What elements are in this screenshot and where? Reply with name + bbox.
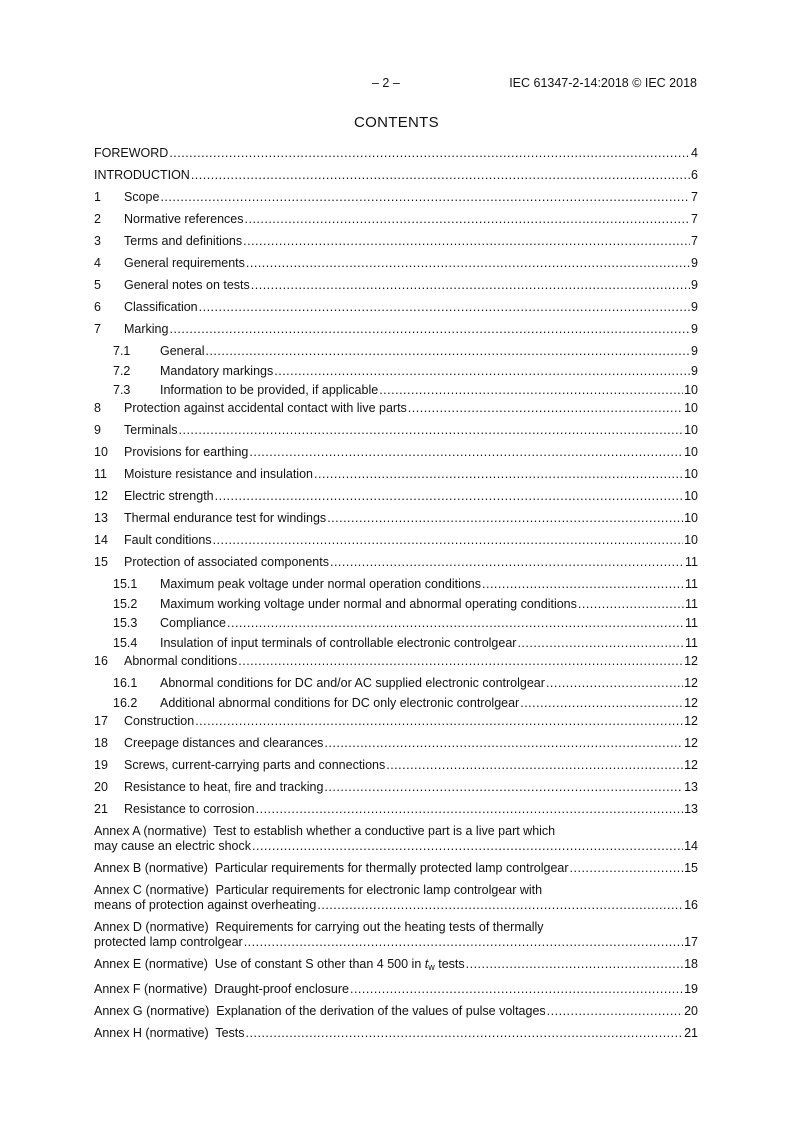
toc-entry-annex-g[interactable]	[94, 1004, 698, 1019]
leader-dots	[517, 636, 684, 651]
section-number: 4	[94, 256, 101, 270]
leader-dots	[238, 654, 683, 669]
annex-prefix: Annex E (normative)	[94, 956, 208, 971]
leader-dots	[256, 802, 683, 817]
leader-dots	[379, 383, 683, 398]
page-ref: 21	[684, 1025, 698, 1040]
leader-dots	[350, 982, 683, 997]
page-ref: 10	[684, 533, 698, 548]
leader-dots	[274, 364, 690, 379]
section-number: 7.2	[113, 363, 131, 378]
toc-entry-annex-d[interactable]	[94, 920, 698, 950]
toc-entry-annex-f[interactable]	[94, 982, 698, 997]
annex-prefix: Annex B (normative)	[94, 860, 208, 875]
leader-dots	[199, 300, 690, 315]
annex-title-line2: protected lamp controlgear	[94, 934, 243, 949]
section-title: INTRODUCTION	[94, 168, 190, 182]
annex-prefix: Annex A (normative)	[94, 823, 207, 838]
annex-prefix: Annex F (normative)	[94, 981, 208, 996]
section-title: Terminals	[124, 423, 178, 438]
leader-dots	[179, 423, 684, 438]
page-ref: 10	[684, 445, 698, 460]
leader-dots	[243, 234, 690, 249]
section-number: 12	[94, 489, 108, 504]
annex-title: Particular requirements for thermally protected lamp controlgear	[214, 860, 569, 875]
page-ref: 18	[684, 956, 698, 971]
toc-entry-annex-c[interactable]	[94, 883, 698, 913]
annex-title-line2: may cause an electric shock	[94, 838, 252, 853]
leader-dots	[160, 190, 690, 205]
toc-entry-annex-b[interactable]	[94, 861, 698, 876]
page-ref: 9	[691, 322, 698, 336]
leader-dots	[546, 676, 683, 691]
annex-prefix: Annex G (normative)	[94, 1003, 210, 1018]
annex-prefix: Annex D (normative)	[94, 919, 209, 934]
toc-entry[interactable]	[94, 467, 698, 482]
page-ref: 11	[685, 616, 698, 631]
annex-prefix: Annex H (normative)	[94, 1025, 209, 1040]
section-number: 5	[94, 278, 101, 292]
page-ref: 14	[684, 838, 698, 853]
page-ref: 11	[685, 555, 698, 570]
toc-entry[interactable]	[94, 401, 698, 416]
leader-dots	[317, 898, 683, 913]
leader-dots	[547, 1004, 683, 1019]
section-number: 8	[94, 401, 101, 416]
section-title: Classification	[124, 300, 198, 314]
page-ref: 10	[684, 401, 698, 416]
page-ref: 9	[691, 256, 698, 270]
section-title: Thermal endurance test for windings	[124, 511, 327, 526]
leader-dots	[578, 597, 684, 612]
leader-dots	[249, 445, 683, 460]
table-of-contents	[94, 146, 698, 1048]
page-ref: 10	[684, 489, 698, 504]
toc-entry[interactable]	[94, 533, 698, 548]
section-number: 15.4	[113, 635, 138, 650]
toc-entry[interactable]	[94, 597, 698, 612]
page-ref: 20	[684, 1003, 698, 1018]
leader-dots	[520, 696, 683, 711]
page-ref: 7	[691, 190, 698, 204]
leader-dots	[252, 839, 683, 854]
toc-entry[interactable]	[94, 511, 698, 526]
page-ref: 10	[684, 467, 698, 482]
section-number: 7	[94, 322, 101, 336]
page-number: – 2 –	[372, 76, 400, 90]
annex-title-line1: Particular requirements for electronic lamp controlgear with	[215, 882, 543, 897]
page-ref: 10	[684, 383, 698, 398]
section-number: 11	[94, 467, 107, 482]
section-title: Resistance to corrosion	[124, 801, 255, 816]
toc-entry[interactable]	[94, 423, 698, 438]
leader-dots	[205, 344, 690, 359]
section-title: Additional abnormal conditions for DC only electronic controlgear	[160, 695, 520, 710]
leader-dots	[215, 489, 683, 504]
section-number: 6	[94, 300, 101, 314]
toc-entry-annex-e[interactable]	[94, 957, 698, 975]
page-ref: 9	[691, 363, 698, 378]
leader-dots	[251, 278, 690, 293]
section-title: FOREWORD	[94, 146, 169, 160]
annex-title: Use of constant S other than 4 500 in	[214, 956, 422, 971]
page-ref: 7	[691, 234, 698, 248]
page-ref: 17	[684, 934, 698, 949]
toc-entry[interactable]	[94, 489, 698, 504]
page-title: CONTENTS	[354, 114, 439, 131]
section-number: 16	[94, 653, 108, 668]
toc-entry[interactable]	[94, 636, 698, 651]
page-ref: 4	[691, 146, 698, 160]
page-ref: 19	[684, 981, 698, 996]
t-subscript: w	[428, 961, 435, 972]
annex-title: Explanation of the derivation of the values of pulse voltages	[216, 1003, 546, 1018]
section-number: 20	[94, 779, 108, 794]
toc-entry[interactable]	[94, 234, 698, 249]
page-ref: 12	[684, 735, 698, 750]
page-ref: 12	[684, 757, 698, 772]
toc-entry[interactable]	[94, 300, 698, 315]
leader-dots	[169, 146, 690, 161]
section-title: Electric strength	[124, 489, 214, 504]
section-title: Scope	[124, 190, 160, 204]
toc-entry[interactable]	[94, 344, 698, 359]
annex-prefix: Annex C (normative)	[94, 882, 209, 897]
page-ref: 10	[684, 511, 698, 526]
section-number: 7.1	[113, 344, 131, 358]
section-title: Creepage distances and clearances	[124, 735, 324, 750]
section-title: Screws, current-carrying parts and connections	[124, 757, 386, 772]
leader-dots	[246, 1026, 684, 1041]
section-title: Maximum working voltage under normal and abnormal operating conditions	[160, 596, 577, 611]
section-number: 15.3	[113, 616, 138, 631]
section-title: General	[160, 344, 205, 358]
leader-dots	[244, 935, 683, 950]
section-number: 15	[94, 555, 108, 570]
leader-dots	[482, 577, 684, 592]
section-title: Normative references	[124, 212, 244, 226]
section-number: 1	[94, 190, 101, 204]
annex-title-line1: Test to establish whether a conductive part is a live part which	[213, 823, 556, 838]
toc-entry-annex-h[interactable]	[94, 1026, 698, 1041]
leader-dots	[169, 322, 690, 337]
page-ref: 9	[691, 300, 698, 314]
section-title: Protection against accidental contact with live parts	[124, 401, 407, 416]
section-number: 7.3	[113, 383, 131, 398]
leader-dots	[245, 212, 691, 227]
page-ref: 11	[685, 635, 698, 650]
section-title: Marking	[124, 322, 169, 336]
page-header	[0, 76, 793, 92]
section-number: 3	[94, 234, 101, 248]
section-title: Insulation of input terminals of controllable electronic controlgear	[160, 635, 517, 650]
toc-entry[interactable]	[94, 696, 698, 711]
section-title: Terms and definitions	[124, 234, 243, 248]
toc-entry[interactable]	[94, 616, 698, 631]
section-number: 13	[94, 511, 108, 526]
annex-title: Tests	[215, 1025, 245, 1040]
leader-dots	[246, 256, 690, 271]
page-ref: 13	[684, 801, 698, 816]
section-number: 17	[94, 713, 108, 728]
section-title: Abnormal conditions for DC and/or AC supplied electronic controlgear	[160, 675, 545, 690]
toc-entry[interactable]	[94, 190, 698, 205]
section-number: 18	[94, 735, 108, 750]
section-number: 19	[94, 757, 108, 772]
leader-dots	[191, 168, 690, 183]
toc-entry[interactable]	[94, 802, 698, 817]
toc-entry[interactable]	[94, 383, 698, 398]
leader-dots	[324, 780, 683, 795]
toc-entry[interactable]	[94, 364, 698, 379]
page-ref: 16	[684, 897, 698, 912]
page-ref: 9	[691, 278, 698, 292]
section-number: 2	[94, 212, 101, 226]
toc-entry[interactable]	[94, 212, 698, 227]
section-title: General requirements	[124, 256, 245, 270]
page-ref: 12	[684, 713, 698, 728]
leader-dots	[330, 555, 684, 570]
section-title: Fault conditions	[124, 533, 212, 548]
section-title: Provisions for earthing	[124, 445, 249, 460]
toc-entry[interactable]	[94, 577, 698, 592]
leader-dots	[466, 957, 683, 972]
section-title: Information to be provided, if applicable	[160, 383, 379, 398]
page-ref: 13	[684, 779, 698, 794]
page-ref: 6	[691, 168, 698, 182]
toc-entry-annex-a[interactable]	[94, 824, 698, 854]
section-number: 15.1	[113, 577, 138, 592]
section-number: 9	[94, 423, 101, 438]
annex-title-after: tests	[438, 956, 465, 971]
section-title: Abnormal conditions	[124, 653, 238, 668]
toc-entry[interactable]	[94, 780, 698, 795]
toc-entry[interactable]	[94, 445, 698, 460]
leader-dots	[408, 401, 683, 416]
t-symbol: t	[424, 956, 429, 971]
section-title: Moisture resistance and insulation	[124, 467, 313, 482]
page-ref: 12	[684, 653, 698, 668]
leader-dots	[324, 736, 683, 751]
toc-entry[interactable]	[94, 736, 698, 751]
toc-entry[interactable]	[94, 654, 698, 669]
page-ref: 15	[684, 860, 698, 875]
section-title: Construction	[124, 713, 195, 728]
section-number: 10	[94, 445, 108, 460]
toc-entry[interactable]	[94, 758, 698, 773]
toc-clauses	[94, 146, 698, 817]
section-number: 21	[94, 801, 108, 816]
leader-dots	[570, 861, 684, 876]
page-ref: 12	[684, 695, 698, 710]
page-ref: 7	[691, 212, 698, 226]
annex-title-line1: Requirements for carrying out the heating tests of thermally	[215, 919, 544, 934]
page-ref: 11	[685, 577, 698, 592]
section-number: 15.2	[113, 596, 138, 611]
section-number: 14	[94, 533, 108, 548]
section-title: Resistance to heat, fire and tracking	[124, 779, 324, 794]
leader-dots	[314, 467, 683, 482]
section-title: General notes on tests	[124, 278, 250, 292]
toc-entry[interactable]	[94, 676, 698, 691]
toc-entry[interactable]	[94, 322, 698, 337]
annex-title-line2: means of protection against overheating	[94, 897, 317, 912]
page-ref: 10	[684, 423, 698, 438]
toc-entry[interactable]	[94, 278, 698, 293]
page-ref: 12	[684, 675, 698, 690]
leader-dots	[227, 616, 684, 631]
section-number: 16.2	[113, 695, 138, 710]
page-ref: 11	[685, 596, 698, 611]
leader-dots	[327, 511, 683, 526]
toc-entry[interactable]	[94, 256, 698, 271]
toc-entry[interactable]	[94, 555, 698, 570]
page-ref: 9	[691, 344, 698, 358]
section-title: Compliance	[160, 616, 227, 631]
leader-dots	[386, 758, 683, 773]
leader-dots	[195, 714, 683, 729]
section-title: Maximum peak voltage under normal operation conditions	[160, 577, 482, 592]
document-id: IEC 61347-2-14:2018 © IEC 2018	[509, 76, 697, 90]
toc-entry[interactable]	[94, 168, 698, 183]
annex-title: Draught-proof enclosure	[214, 981, 349, 996]
toc-entry[interactable]	[94, 146, 698, 161]
section-title: Mandatory markings	[160, 363, 274, 378]
section-number: 16.1	[113, 675, 138, 690]
leader-dots	[213, 533, 684, 548]
toc-entry[interactable]	[94, 714, 698, 729]
section-title: Protection of associated components	[124, 555, 329, 570]
